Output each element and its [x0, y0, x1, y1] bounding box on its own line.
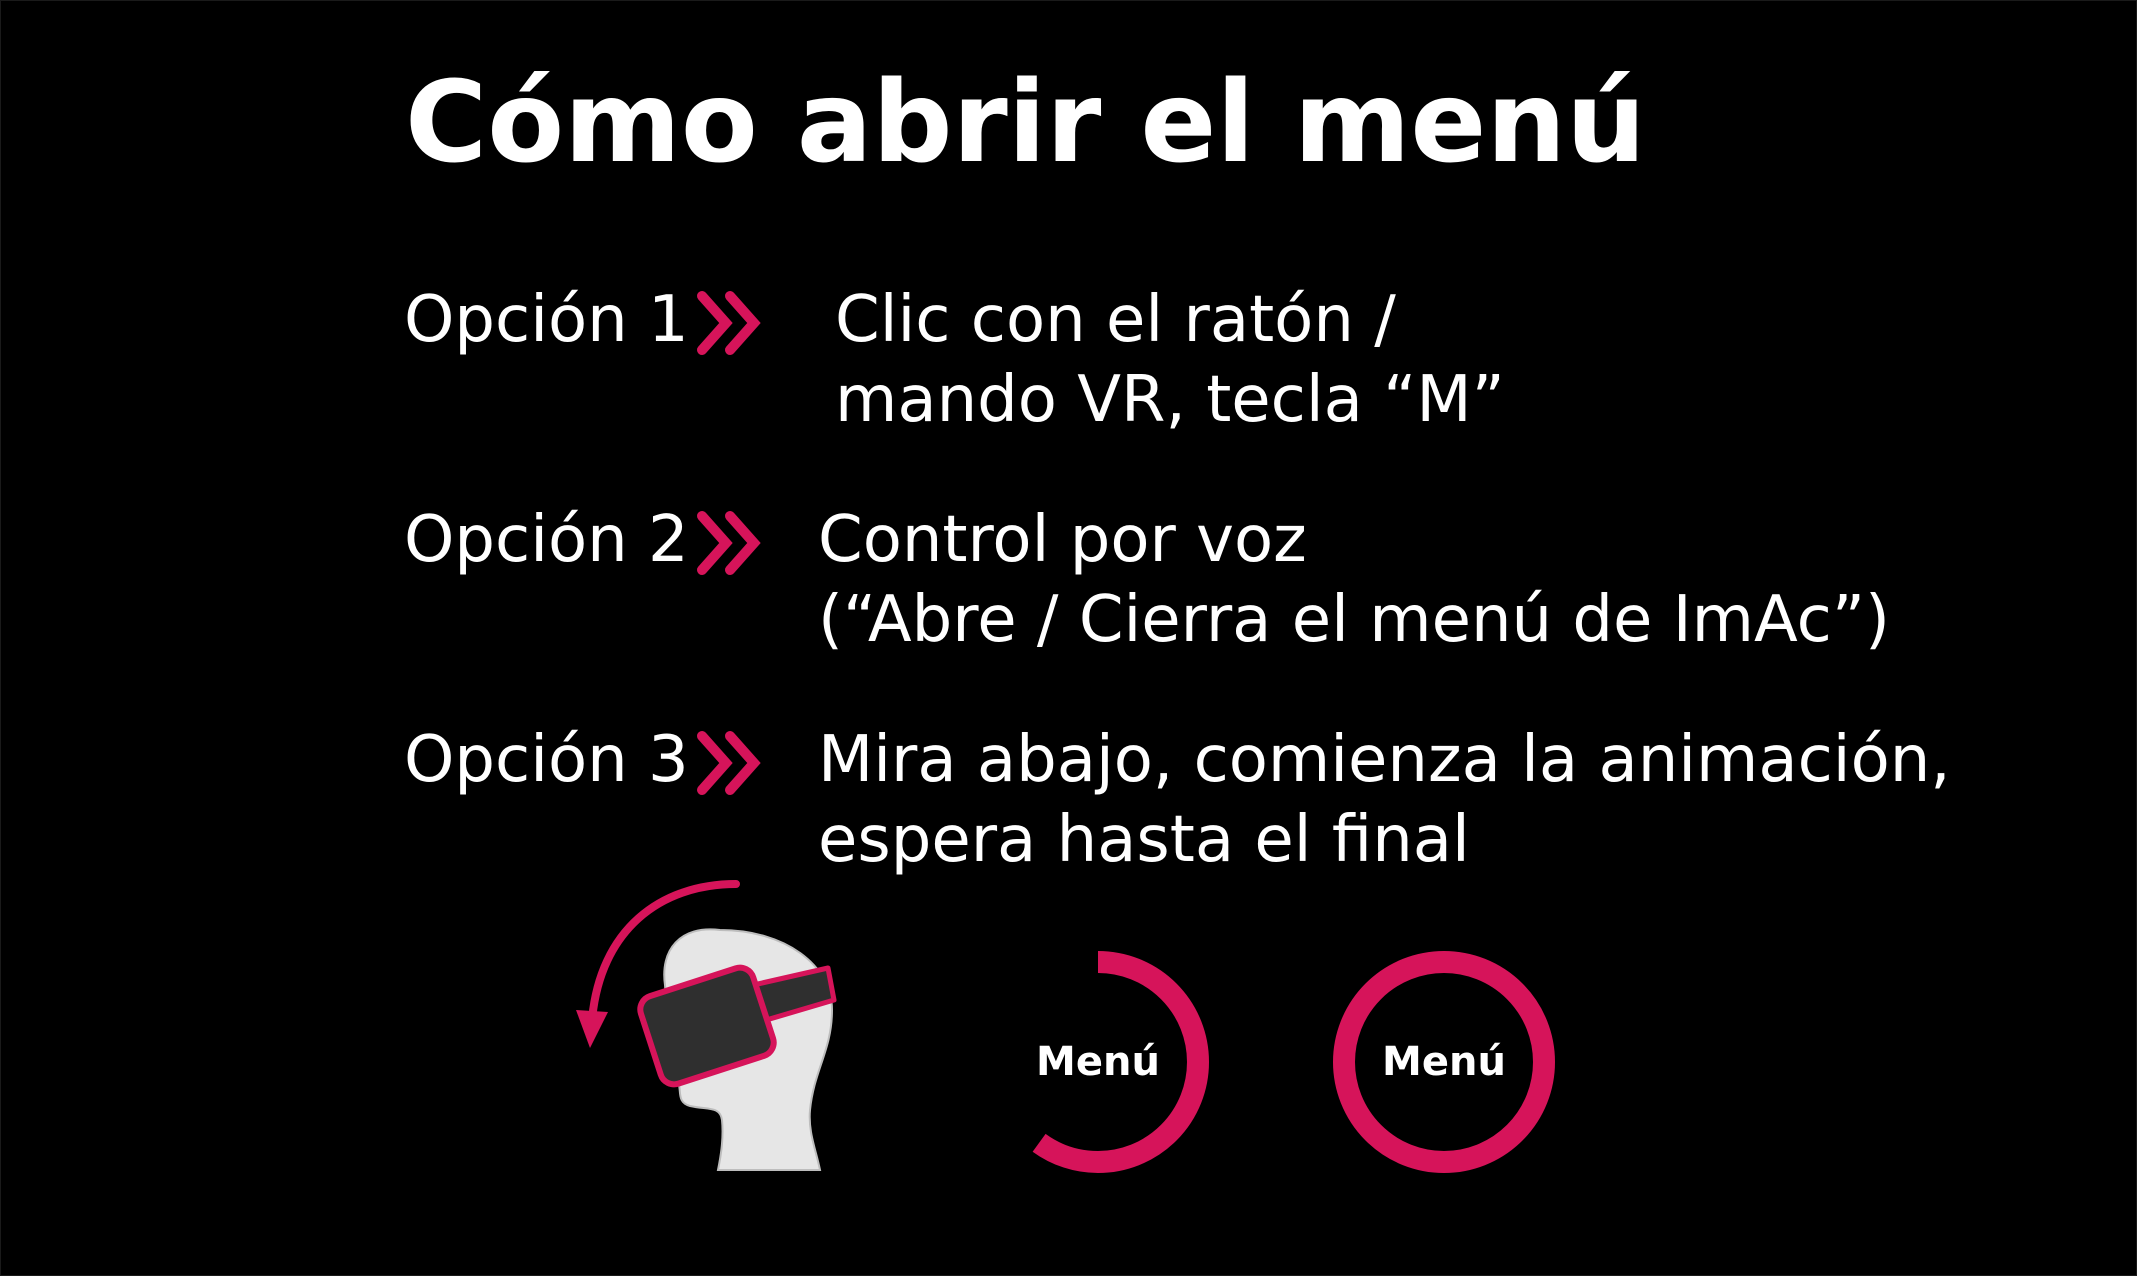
option-3-line-2: espera hasta el final [818, 803, 1470, 877]
double-chevron-right-icon [694, 728, 766, 798]
option-1-description [835, 280, 1505, 440]
menu-label: Menú [1382, 1039, 1506, 1085]
menu-button-loading[interactable] [978, 942, 1218, 1182]
page-title: Cómo abrir el menú [405, 58, 1646, 188]
option-3-label: Opción 3 [404, 723, 689, 797]
option-1-label: Opción 1 [404, 283, 689, 357]
double-chevron-right-icon [694, 508, 766, 578]
option-3-line-1: Mira abajo, comienza la animación, [818, 723, 1951, 797]
option-1-line-2: mando VR, tecla “M” [835, 363, 1505, 437]
option-2-description [818, 500, 1890, 660]
option-1-line-1: Clic con el ratón / [835, 283, 1396, 357]
option-2-label: Opción 2 [404, 503, 689, 577]
menu-button[interactable] [1324, 942, 1564, 1182]
option-2-line-1: Control por voz [818, 503, 1307, 577]
option-3-description [818, 720, 1951, 880]
vr-headset-head-tilt-icon [570, 870, 870, 1180]
option-2-line-2: (“Abre / Cierra el menú de ImAc”) [818, 583, 1890, 657]
menu-label: Menú [1036, 1039, 1160, 1085]
double-chevron-right-icon [694, 288, 766, 358]
